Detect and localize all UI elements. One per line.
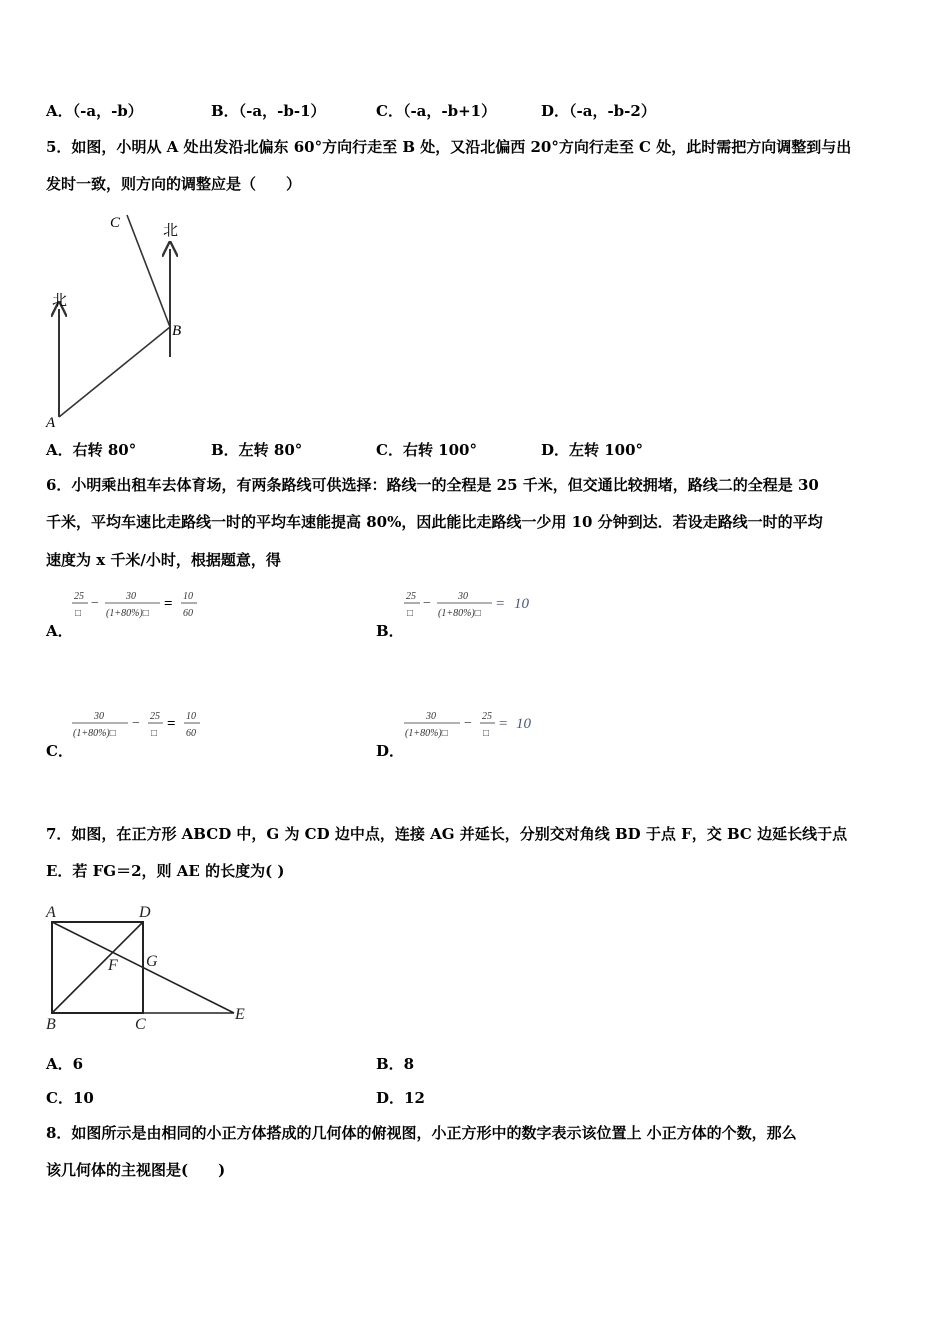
formula-b-minus: − bbox=[423, 596, 431, 611]
formula-c-denominator-2: □ bbox=[151, 728, 158, 739]
formula-b-result: 10 bbox=[514, 596, 529, 612]
formula-a-numerator-1: 25 bbox=[74, 591, 84, 602]
q4-option-a: A．（-a，-b） bbox=[46, 102, 143, 120]
q6-formula-d bbox=[402, 708, 542, 744]
north-label-2: 北 bbox=[163, 223, 179, 239]
formula-d-numerator-1: 30 bbox=[426, 711, 436, 722]
point-label-b: B bbox=[46, 1016, 56, 1033]
formula-c-result-denominator: 60 bbox=[186, 728, 196, 739]
formula-c-numerator-2: 25 bbox=[150, 711, 160, 722]
formula-a-minus: − bbox=[91, 596, 99, 611]
diagonal-bd bbox=[52, 922, 143, 1013]
formula-c-minus: − bbox=[132, 716, 140, 731]
point-label-a: A bbox=[46, 904, 56, 921]
q6-formula-c bbox=[70, 708, 210, 744]
q7-figure bbox=[40, 898, 260, 1038]
formula-d-denominator-1: (1+80%)□ bbox=[405, 728, 448, 739]
q6-formula-a bbox=[70, 588, 210, 624]
point-label-c: C bbox=[135, 1016, 146, 1033]
formula-d-denominator-2: □ bbox=[483, 728, 490, 739]
q8-text-line-2: 该几何体的主视图是( ) bbox=[46, 1161, 226, 1179]
q7-option-d: D．12 bbox=[376, 1089, 425, 1107]
point-label-b: B bbox=[172, 323, 182, 339]
q5-text-line-1: 5．如图，小明从 A 处出发沿北偏东 60°方向行走至 B 处，又沿北偏西 20°方向行走至 C 处，此时需把方向调整到与出 bbox=[46, 138, 852, 156]
formula-c-denominator-1: (1+80%)□ bbox=[73, 728, 116, 739]
formula-d-equals: = bbox=[499, 716, 508, 732]
q4-option-d: D．（-a，-b-2） bbox=[541, 102, 656, 120]
q7-text-line-1: 7．如图，在正方形 ABCD 中，G 为 CD 边中点，连接 AG 并延长，分别交对角线 BD 于点 F，交 BC 边延长线于点 bbox=[46, 825, 848, 843]
segment-ab bbox=[59, 327, 170, 417]
q6-option-c-letter: C． bbox=[46, 742, 73, 760]
formula-a-numerator-2: 30 bbox=[126, 591, 136, 602]
q6-text-line-1: 6．小明乘出租车去体育场，有两条路线可供选择：路线一的全程是 25 千米，但交通比较拥堵，路线二的全程是 30 bbox=[46, 476, 819, 494]
q5-option-b: B．左转 80° bbox=[211, 441, 303, 459]
q4-option-b: B．（-a，-b-1） bbox=[211, 102, 326, 120]
q6-text-line-2: 千米，平均车速比走路线一时的平均车速能提高 80%，因此能比走路线一少用 10 分钟到达．若设走路线一时的平均 bbox=[46, 513, 823, 531]
point-label-f: F bbox=[108, 957, 118, 974]
q6-option-d-letter: D． bbox=[376, 742, 405, 760]
point-label-a: A bbox=[46, 415, 56, 430]
q6-formula-b bbox=[402, 588, 542, 624]
point-label-e: E bbox=[235, 1006, 245, 1023]
north-label-1: 北 bbox=[52, 293, 68, 309]
q5-option-d: D．左转 100° bbox=[541, 441, 644, 459]
formula-a-equals: = bbox=[164, 596, 173, 612]
q7-option-a: A．6 bbox=[46, 1055, 84, 1073]
formula-b-numerator-1: 25 bbox=[406, 591, 416, 602]
point-label-g: G bbox=[146, 953, 158, 970]
formula-a-result-denominator: 60 bbox=[183, 608, 193, 619]
formula-b-denominator-1: □ bbox=[407, 608, 414, 619]
formula-d-minus: − bbox=[464, 716, 472, 731]
point-label-c: C bbox=[110, 215, 121, 231]
point-label-d: D bbox=[139, 904, 151, 921]
q6-option-a-letter: A． bbox=[46, 622, 73, 640]
q4-option-c: C．（-a，-b+1） bbox=[376, 102, 497, 120]
q7-text-line-2: E．若 FG＝2，则 AE 的长度为( ) bbox=[46, 862, 285, 880]
formula-a-result-numerator: 10 bbox=[183, 591, 193, 602]
formula-b-denominator-2: (1+80%)□ bbox=[438, 608, 481, 619]
formula-c-equals: = bbox=[167, 716, 176, 732]
q8-text-line-1: 8．如图所示是由相同的小正方体搭成的几何体的俯视图，小正方形中的数字表示该位置上 小正方体的个数，那么 bbox=[46, 1124, 797, 1142]
q6-option-b-letter: B． bbox=[376, 622, 404, 640]
formula-d-result: 10 bbox=[516, 716, 531, 732]
q7-option-c: C．10 bbox=[46, 1089, 94, 1107]
formula-c-numerator-1: 30 bbox=[94, 711, 104, 722]
formula-b-equals: = bbox=[496, 596, 505, 612]
q5-option-a: A．右转 80° bbox=[46, 441, 137, 459]
formula-a-denominator-2: (1+80%)□ bbox=[106, 608, 149, 619]
formula-c-result-numerator: 10 bbox=[186, 711, 196, 722]
q7-option-b: B．8 bbox=[376, 1055, 415, 1073]
formula-b-numerator-2: 30 bbox=[458, 591, 468, 602]
formula-d-numerator-2: 25 bbox=[482, 711, 492, 722]
formula-a-denominator-1: □ bbox=[75, 608, 82, 619]
q5-option-c: C．右转 100° bbox=[376, 441, 477, 459]
q5-text-line-2: 发时一致，则方向的调整应是（ ） bbox=[46, 175, 302, 193]
q5-figure bbox=[40, 205, 200, 430]
q6-text-line-3: 速度为 x 千米/小时，根据题意，得 bbox=[46, 551, 281, 569]
